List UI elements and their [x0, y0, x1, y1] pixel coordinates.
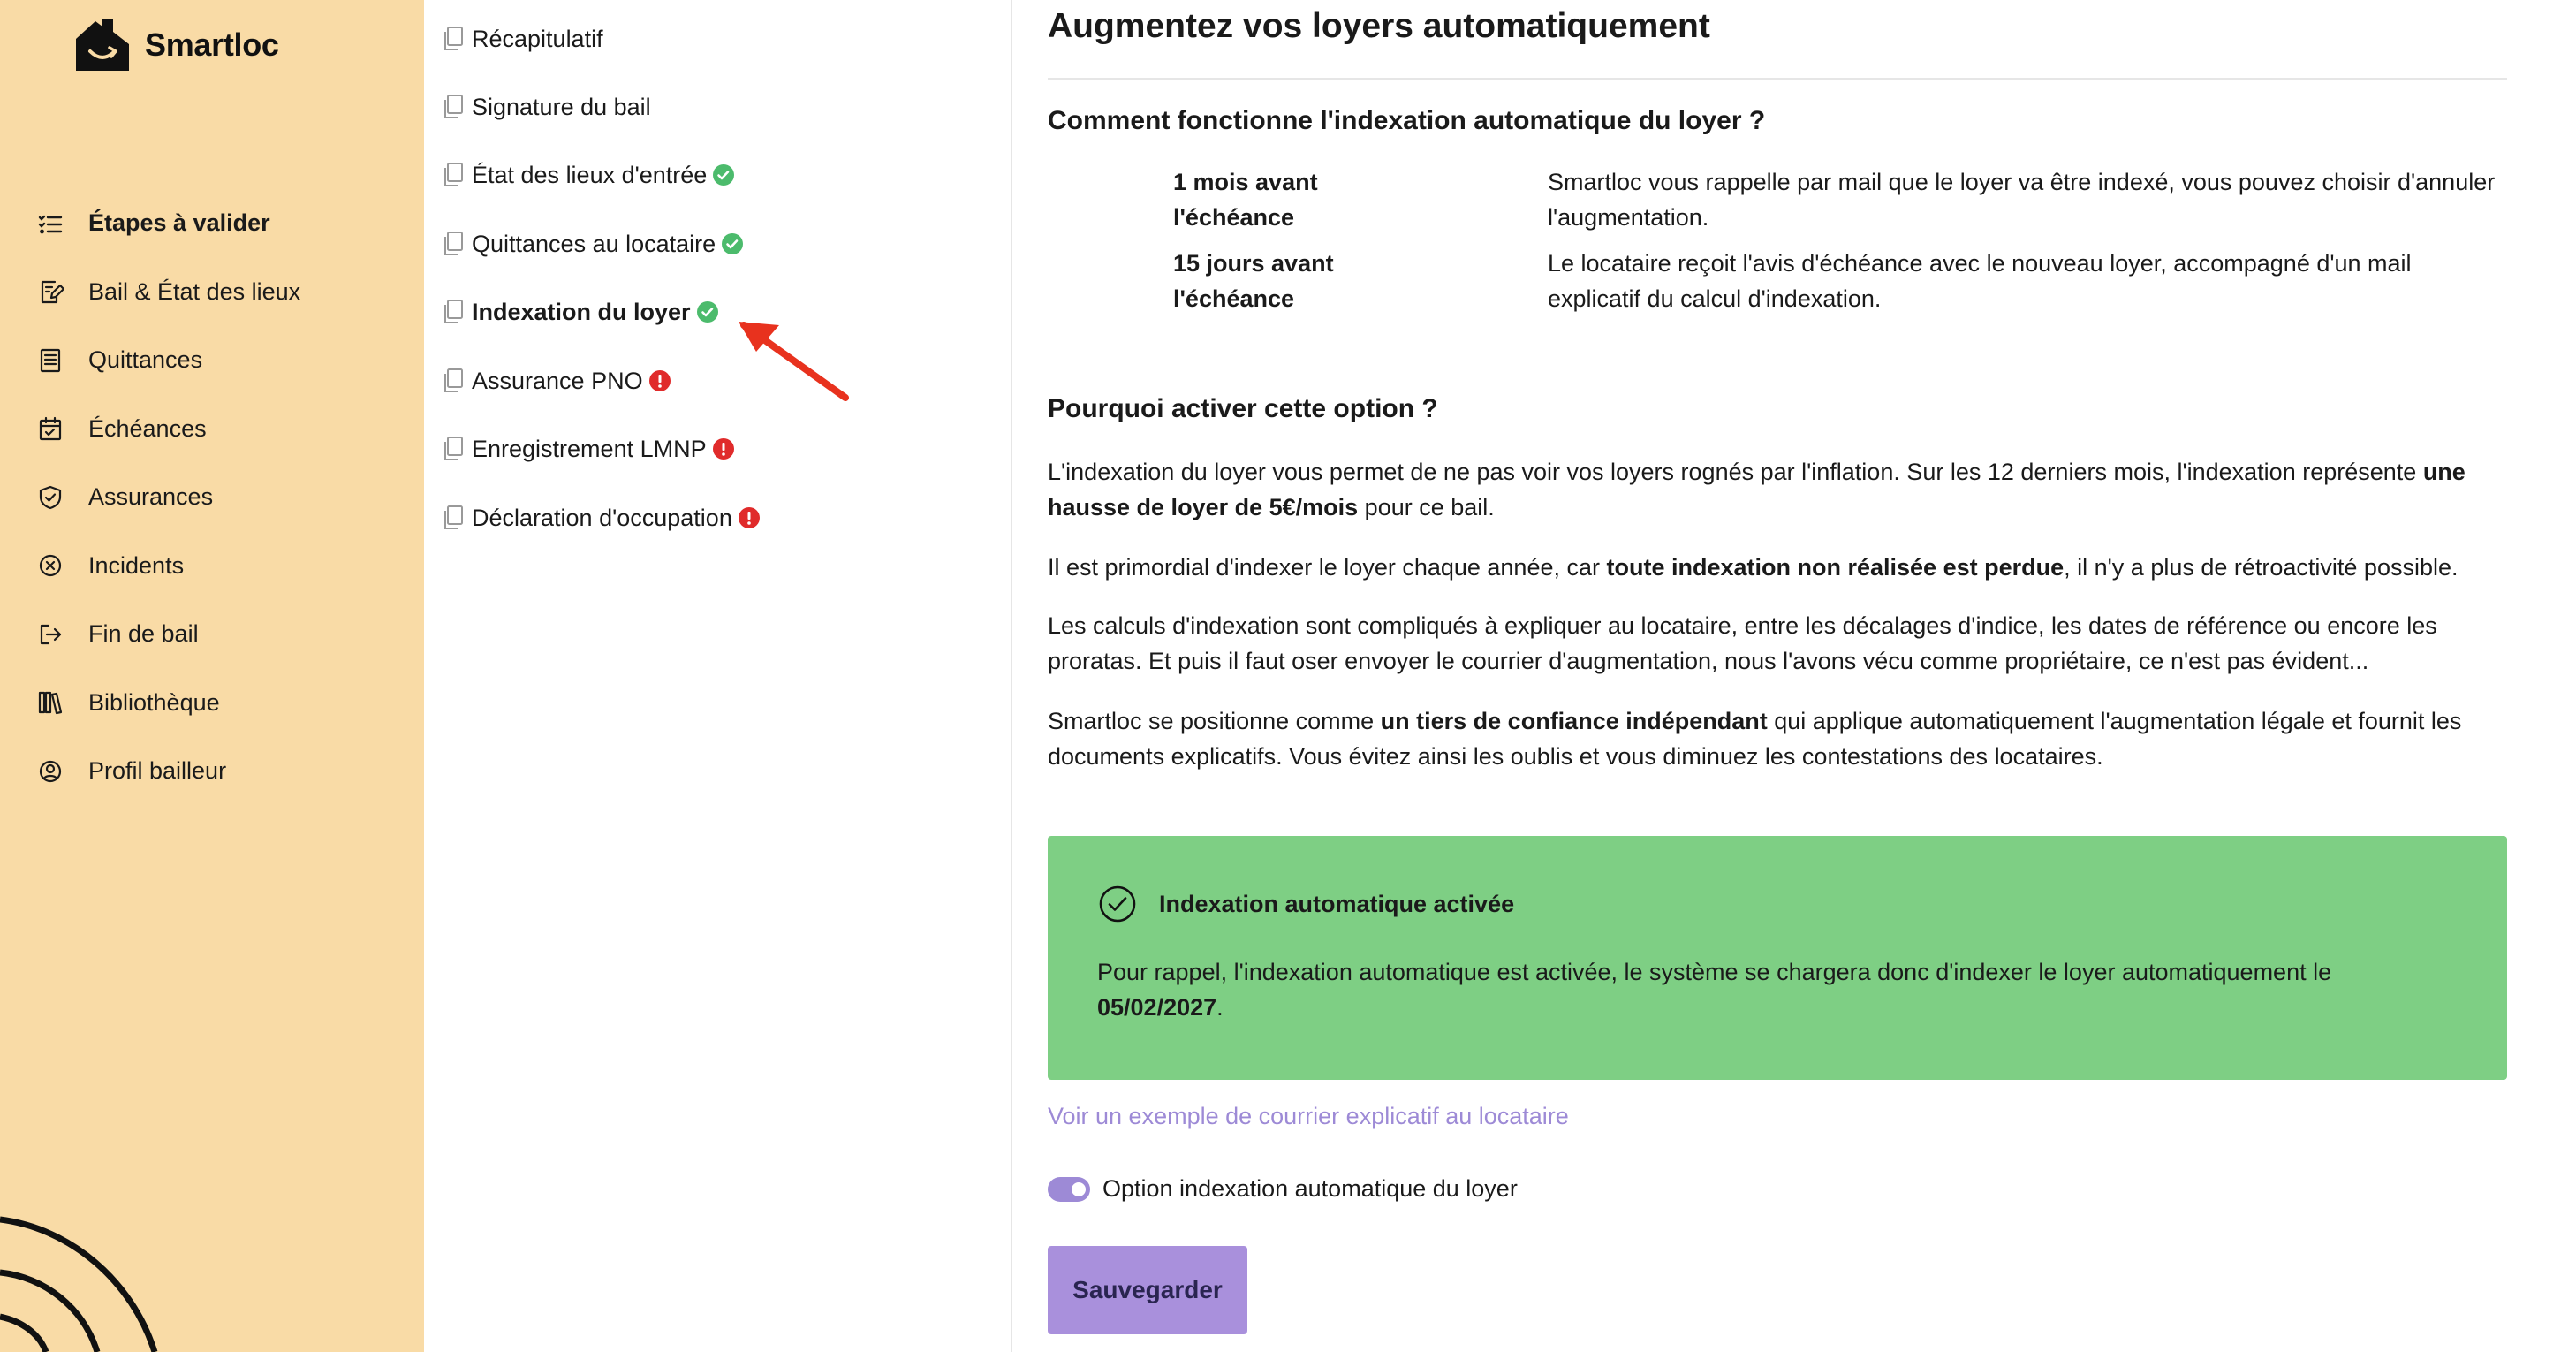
why-title: Pourquoi activer cette option ?	[1048, 394, 1438, 423]
document-edit-icon	[35, 277, 65, 307]
receipt-icon	[35, 346, 65, 376]
timeline-what: Le locataire reçoit l'avis d'échéance avec le nouveau loyer, accompagné d'un mail explicatif du calcul d'indexation.	[1548, 250, 2412, 312]
example-letter-link[interactable]: Voir un exemple de courrier explicatif au locataire	[1048, 1103, 1569, 1129]
sidebar-item-label: Étapes à valider	[88, 209, 270, 237]
step-label: Déclaration d'occupation	[472, 504, 732, 531]
check-circle-icon	[721, 232, 744, 255]
step-etat-des-lieux[interactable]	[442, 157, 735, 193]
timeline-when-line: l'échéance	[1173, 285, 1295, 312]
app-name: Smartloc	[145, 27, 279, 63]
step-label: Signature du bail	[472, 93, 651, 120]
document-copy-icon	[442, 26, 465, 52]
sidebar-item-label: Bail & État des lieux	[88, 277, 301, 305]
sidebar-item-label: Fin de bail	[88, 620, 199, 648]
timeline-row	[1173, 246, 2507, 316]
timeline-row	[1173, 164, 2507, 235]
step-label: Enregistrement LMNP	[472, 435, 707, 462]
check-circle-outline-icon	[1097, 884, 1138, 924]
step-label: Indexation du loyer	[472, 298, 691, 325]
calendar-check-icon	[35, 414, 65, 444]
logo[interactable]	[72, 16, 279, 74]
page-title: Augmentez vos loyers automatiquement	[1048, 7, 1710, 45]
library-icon	[35, 687, 65, 718]
sidebar-item-assurances[interactable]	[35, 463, 300, 532]
circle-x-icon	[35, 551, 65, 581]
document-copy-icon	[442, 505, 465, 531]
check-circle-icon	[712, 163, 735, 186]
timeline-what: Smartloc vous rappelle par mail que le loyer va être indexé, vous pouvez choisir d'annuler l'augmentation.	[1548, 169, 2496, 231]
exit-icon	[35, 619, 65, 649]
step-assurance-pno[interactable]	[442, 363, 671, 399]
sidebar	[0, 0, 424, 1352]
timeline-when	[1173, 164, 1548, 235]
success-alert	[1048, 836, 2507, 1080]
paragraph-calculs: Les calculs d'indexation sont compliqués à expliquer au locataire, entre les décalages d'indice, les dates de référence ou encore les proratas. Et puis il faut oser envoyer le courrier d'augmentation, nous l'avons vécu comme propriétaire, ce n'est pas évident...	[1048, 612, 2437, 674]
timeline-when-line: l'échéance	[1173, 204, 1295, 231]
document-copy-icon	[442, 436, 465, 462]
list-check-icon	[35, 209, 65, 239]
document-copy-icon	[442, 368, 465, 394]
success-header	[1097, 884, 1514, 924]
success-title: Indexation automatique activée	[1159, 890, 1515, 917]
paragraph-inflation: L'indexation du loyer vous permet de ne pas voir vos loyers rognés par l'inflation. Sur les 12 derniers mois, l'indexation représente une hausse de loyer de 5€/mois pour ce bail.	[1048, 459, 2466, 520]
indexation-toggle[interactable]	[1048, 1177, 1090, 1202]
step-label: État des lieux d'entrée	[472, 161, 708, 188]
sidebar-item-profil[interactable]	[35, 737, 300, 806]
user-circle-icon	[35, 756, 65, 786]
sidebar-item-fin-de-bail[interactable]	[35, 600, 300, 669]
logo-house-icon	[72, 16, 133, 74]
toggle-label: Option indexation automatique du loyer	[1102, 1175, 1518, 1202]
indexation-option	[1048, 1175, 1518, 1203]
sidebar-item-label: Échéances	[88, 414, 207, 442]
error-circle-icon	[648, 369, 671, 392]
step-signature-bail[interactable]	[442, 89, 651, 125]
steps-list	[424, 0, 1012, 1352]
sidebar-item-quittances[interactable]	[35, 326, 300, 395]
paragraph-tiers-confiance: Smartloc se positionne comme un tiers de confiance indépendant qui applique automatiquement l'augmentation légale et fournit les documents explicatifs. Vous évitez ainsi les oublis et vous diminuez les contestations des locataires.	[1048, 708, 2462, 770]
sidebar-item-label: Profil bailleur	[88, 757, 227, 785]
check-circle-icon	[696, 300, 719, 323]
annotation-arrow-icon	[726, 316, 859, 405]
timeline-when	[1173, 246, 1548, 316]
sidebar-item-label: Bibliothèque	[88, 688, 220, 716]
sidebar-item-bibliotheque[interactable]	[35, 669, 300, 738]
document-copy-icon	[442, 299, 465, 325]
sidebar-item-label: Assurances	[88, 483, 214, 511]
step-declaration-occupation[interactable]	[442, 500, 761, 535]
timeline	[1173, 164, 2507, 327]
decorative-swirl	[0, 1175, 265, 1352]
sidebar-nav	[35, 189, 300, 806]
step-enregistrement-lmnp[interactable]	[442, 431, 735, 467]
error-circle-icon	[738, 506, 761, 529]
timeline-when-line: 1 mois avant	[1173, 169, 1318, 195]
how-title: Comment fonctionne l'indexation automatique du loyer ?	[1048, 106, 1766, 135]
paragraph-primordial: Il est primordial d'indexer le loyer chaque année, car toute indexation non réalisée est perdue, il n'y a plus de rétroactivité possible.	[1048, 554, 2459, 581]
sidebar-item-incidents[interactable]	[35, 532, 300, 601]
document-copy-icon	[442, 231, 465, 257]
document-copy-icon	[442, 94, 465, 120]
sidebar-item-bail[interactable]	[35, 258, 300, 327]
title-divider	[1048, 78, 2507, 80]
sidebar-item-label: Incidents	[88, 551, 185, 579]
step-label: Assurance PNO	[472, 367, 643, 394]
sidebar-item-echeances[interactable]	[35, 395, 300, 464]
step-quittances[interactable]	[442, 226, 744, 262]
save-button[interactable]: Sauvegarder	[1048, 1246, 1247, 1334]
shield-check-icon	[35, 482, 65, 513]
timeline-when-line: 15 jours avant	[1173, 250, 1334, 277]
sidebar-item-label: Quittances	[88, 346, 203, 374]
document-copy-icon	[442, 162, 465, 188]
step-indexation-loyer[interactable]	[442, 294, 719, 330]
error-circle-icon	[712, 437, 735, 460]
step-label: Récapitulatif	[472, 25, 603, 52]
sidebar-item-etapes[interactable]	[35, 189, 300, 258]
step-label: Quittances au locataire	[472, 230, 716, 257]
success-body: Pour rappel, l'indexation automatique est activée, le système se chargera donc d'indexer le loyer automatiquement le 05/02/2027.	[1097, 959, 2332, 1021]
step-recapitulatif[interactable]	[442, 21, 603, 57]
